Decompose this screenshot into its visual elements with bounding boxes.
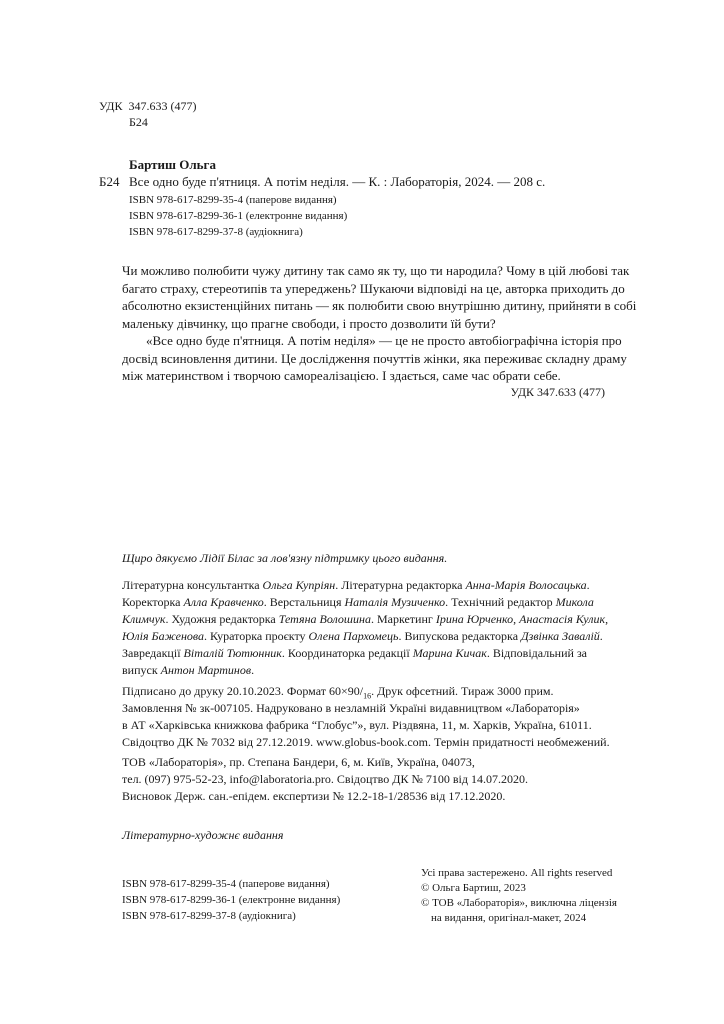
print-line-3: в АТ «Харківська книжкова фабрика “Глобус”», вул. Різдвяна, 11, м. Харків, Україна, 61011. bbox=[122, 718, 592, 732]
credits-line-5 bbox=[122, 645, 608, 662]
print-info bbox=[122, 683, 610, 751]
credit-person: Наталія Музиченко bbox=[344, 595, 446, 609]
catalog-isbn-list bbox=[129, 193, 347, 240]
annotation-p1-line2: багато страху, стереотипів та упереджень? Шукаючи відповіді на це, авторка приходить до bbox=[122, 280, 625, 296]
print-line-2: Замовлення № зк-007105. Надруковано в незламній Україні видавництвом «Лабораторія» bbox=[122, 701, 580, 715]
credit-person: Юлія Баженова bbox=[122, 629, 205, 643]
credits bbox=[122, 577, 608, 679]
print-format-text: Підписано до друку 20.10.2023. Формат 60×90/ bbox=[122, 684, 364, 698]
credit-person: Тетяна Волошина bbox=[278, 612, 371, 626]
credit-punct: , bbox=[605, 612, 609, 626]
credit-person: Анна-Марія Волосацька bbox=[465, 578, 587, 592]
annotation-p1-line4: маленьку дівчинку, що прагне свободи, і просто дозволити їй бути? bbox=[122, 315, 496, 331]
credit-role: . Маркетинг bbox=[370, 612, 436, 626]
thanks-note: Щиро дякуємо Лідії Білас за лов'язну підтримку цього видання. bbox=[122, 551, 448, 565]
udk-block bbox=[99, 98, 196, 114]
credit-role: . Відповідальний за bbox=[486, 646, 588, 660]
credit-role: . Художня редакторка bbox=[165, 612, 279, 626]
credit-punct: , bbox=[513, 612, 520, 626]
print-line-1 bbox=[122, 683, 610, 700]
credit-role: випуск bbox=[122, 663, 161, 677]
credit-role: . Кураторка проєкту bbox=[204, 629, 309, 643]
credit-person: Алла Кравченко bbox=[183, 595, 264, 609]
credit-person: Олена Пархомець bbox=[308, 629, 399, 643]
udk-code: 347.633 (477) bbox=[128, 99, 197, 113]
annotation-p2-line2: досвід всиновлення дитини. Це дослідження почуттів жінки, яка переживає складну драму bbox=[122, 350, 627, 366]
credits-line-1 bbox=[122, 577, 608, 594]
rights-block bbox=[421, 866, 617, 926]
credit-person: Ірина Юрченко bbox=[435, 612, 514, 626]
publisher-line-1: ТОВ «Лабораторія», пр. Степана Бандери, 6, м. Київ, Україна, 04073, bbox=[122, 755, 475, 769]
annotation bbox=[122, 262, 637, 385]
credit-person: Климчук bbox=[122, 612, 166, 626]
catalog-title-line: Все одно буде п'ятниця. А потім неділя. — К. : Лабораторія, 2024. — 208 с. bbox=[129, 174, 546, 189]
catalog-isbn-electronic: ISBN 978-617-8299-36-1 (електронне видання) bbox=[129, 210, 348, 222]
credits-line-2 bbox=[122, 594, 608, 611]
annotation-p1-line3: абсолютно екзистенційних питань — як полюбити свою внутрішню дитину, прийняти в собі bbox=[122, 298, 637, 313]
bbk-code: Б24 bbox=[129, 115, 148, 129]
publisher-line-3: Висновок Держ. сан.-епідем. експертизи № 12.2-18-1/28536 від 17.12.2020. bbox=[122, 789, 506, 803]
genre-label: Літературно-художнє видання bbox=[122, 828, 284, 842]
catalog-isbn-audio: ISBN 978-617-8299-37-8 (аудіокнига) bbox=[129, 226, 303, 238]
credits-line-3 bbox=[122, 611, 608, 628]
annotation-p1-line1: Чи можливо полюбити чужу дитину так само як ту, що ти народила? Чому в цій любові так bbox=[122, 263, 630, 278]
credit-person: Ольга Купріян bbox=[262, 578, 336, 592]
annotation-udk: УДК 347.633 (477) bbox=[510, 385, 605, 399]
credit-role: . Технічний редактор bbox=[445, 595, 556, 609]
credit-punct: . bbox=[599, 629, 603, 643]
credit-person: Анастасія Кулик bbox=[519, 612, 606, 626]
publisher-line-2: тел. (097) 975-52-23, info@laboratoria.pro. Свідоцтво ДК № 7100 від 14.07.2020. bbox=[122, 772, 528, 786]
bottom-isbn-audio: ISBN 978-617-8299-37-8 (аудіокнига) bbox=[122, 910, 296, 922]
credit-person: Віталій Тютюнник bbox=[183, 646, 282, 660]
credit-punct: . bbox=[251, 663, 255, 677]
udk-label: УДК bbox=[99, 99, 123, 113]
credit-person: Микола bbox=[555, 595, 594, 609]
rights-line-4: на видання, оригінал-макет, 2024 bbox=[431, 912, 587, 924]
annotation-p2-line3: між материнством і творчою самореалізацією. І здається, саме час обрати себе. bbox=[122, 368, 561, 383]
bottom-isbn-list bbox=[122, 877, 340, 925]
credit-role: . Верстальниця bbox=[263, 595, 345, 609]
print-line-4: Свідоцтво ДК № 7032 від 27.12.2019. www.globus-book.com. Термін придатності необмежений. bbox=[122, 735, 610, 749]
print-format-sub: 16 bbox=[363, 691, 372, 701]
credit-person: Дзвінка Завалій bbox=[521, 629, 600, 643]
bottom-isbn-electronic: ISBN 978-617-8299-36-1 (електронне видання) bbox=[122, 894, 341, 906]
annotation-p2-line1: «Все одно буде п'ятниця. А потім неділя» — це не просто автобіографічна історія про bbox=[146, 333, 622, 348]
bottom-isbn-paper: ISBN 978-617-8299-35-4 (паперове видання) bbox=[122, 878, 330, 890]
credit-role: . Випускова редакторка bbox=[398, 629, 522, 643]
print-format-tail: . Друк офсетний. Тираж 3000 прим. bbox=[371, 684, 554, 698]
author-heading: Бартиш Ольга bbox=[129, 157, 216, 172]
credit-role: Коректорка bbox=[122, 595, 184, 609]
credits-line-6 bbox=[122, 662, 608, 679]
catalog-index: Б24 bbox=[99, 174, 120, 189]
credit-role: . Координаторка редакції bbox=[281, 646, 413, 660]
credit-person: Антон Мартинов bbox=[160, 663, 252, 677]
credits-line-4 bbox=[122, 628, 608, 645]
credit-person: Марина Кичак bbox=[412, 646, 487, 660]
publisher-info bbox=[122, 754, 528, 805]
credit-role: . Літературна редакторка bbox=[335, 578, 466, 592]
rights-line-1: Усі права застережено. All rights reserved bbox=[421, 867, 613, 879]
credit-punct: . bbox=[586, 578, 590, 592]
credit-role: Завредакції bbox=[122, 646, 184, 660]
rights-line-2: © Ольга Бартиш, 2023 bbox=[421, 882, 526, 894]
rights-line-3: © ТОВ «Лабораторія», виключна ліцензія bbox=[421, 897, 617, 909]
catalog-isbn-paper: ISBN 978-617-8299-35-4 (паперове видання) bbox=[129, 194, 337, 206]
credit-role: Літературна консультантка bbox=[122, 578, 263, 592]
